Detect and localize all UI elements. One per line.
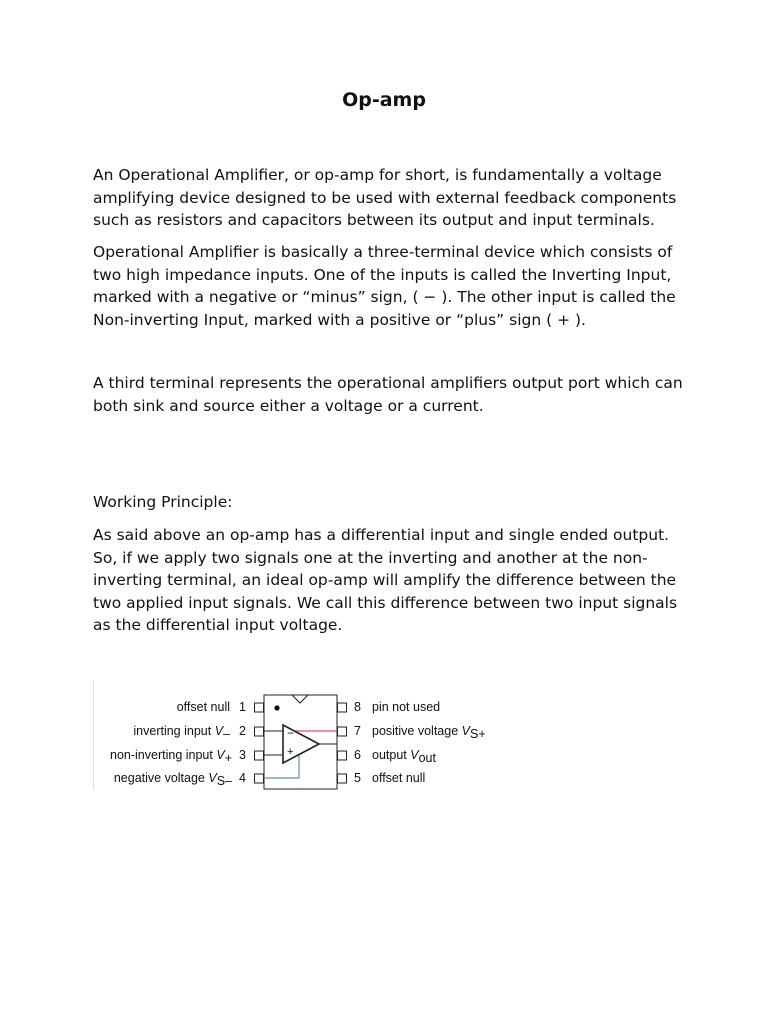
right-pin-6-label: output Vout <box>372 748 436 765</box>
pin1-marker-dot <box>274 705 279 710</box>
left-pin-1-number: 1 <box>239 700 246 714</box>
plus-sign: + <box>287 746 294 758</box>
right-pin-8-label: pin not used <box>372 700 441 714</box>
left-pin-3-number: 3 <box>239 748 246 762</box>
minus-sign: − <box>287 726 295 740</box>
paragraph-terminals: Operational Amplifier is basically a three-terminal device which consists of two high impedance inputs. One of the inputs is called the Inverting Input, marked with a negative or “minus” sign, ( − ). The other input is called the Non-inverting Input, marked with a positive or “plus” sign ( + ). <box>93 243 676 329</box>
left-pin-4-label: negative voltage VS– <box>113 771 232 788</box>
section-heading-working-principle: Working Principle: <box>93 493 233 511</box>
left-pin-stubs <box>255 703 264 783</box>
right-pin-6-number: 6 <box>354 748 361 762</box>
right-pin-8-number: 8 <box>354 700 361 714</box>
right-pin-5-number: 5 <box>354 771 361 785</box>
paragraph-intro: An Operational Amplifier, or op-amp for short, is fundamentally a voltage amplifying device designed to be used with external feedback components such as resistors and capacitors between its output and input terminals. <box>93 166 677 229</box>
left-pin-4-number: 4 <box>239 771 246 785</box>
left-pin-1-label: offset null <box>176 700 230 714</box>
right-pin-7-number: 7 <box>354 724 361 738</box>
right-pin-7-label: positive voltage VS+ <box>372 724 486 741</box>
paragraph-working-principle: As said above an op-amp has a differential input and single ended output. So, if we apply two signals one at the inverting and another at the non-inverting terminal, an ideal op-amp will amplify the difference between the two applied input signals. We call this difference between two input signals as the differential input voltage. <box>93 526 678 634</box>
page-title: Op-amp <box>342 89 426 111</box>
left-pin-2-number: 2 <box>239 724 246 738</box>
right-pin-5-label: offset null <box>372 771 426 785</box>
opamp-pinout-diagram <box>93 678 513 792</box>
left-pin-2-label: inverting input V– <box>133 724 230 741</box>
left-pin-3-label: non-inverting input V+ <box>110 748 232 765</box>
paragraph-output: A third terminal represents the operational amplifiers output port which can both sink and source either a voltage or a current. <box>93 374 683 415</box>
right-pin-stubs <box>338 703 347 783</box>
